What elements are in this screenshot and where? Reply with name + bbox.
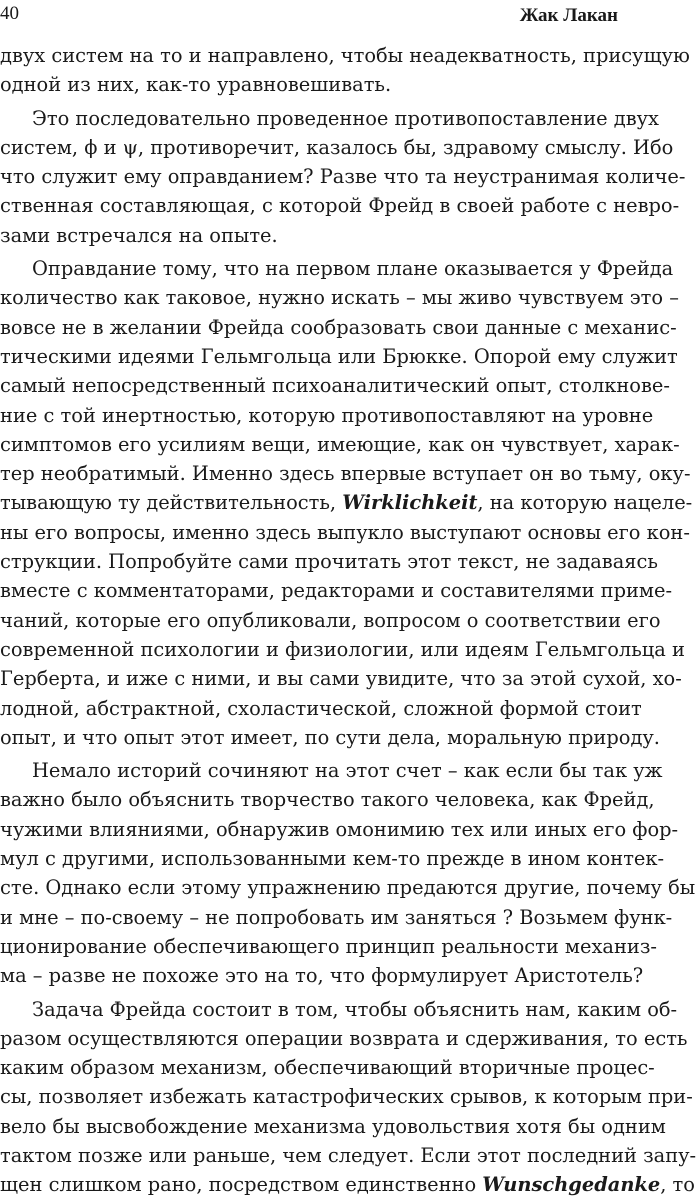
paragraph [0,995,696,1200]
page-number: 40 [0,3,19,24]
paragraph [0,756,696,990]
text-line: тер необратимый. Именно здесь впервые вступает он во тьму, оку- [0,462,691,486]
page-header [0,2,620,32]
text-line: ны его вопросы, именно здесь выпукло выступают основы его кон- [0,520,690,544]
paragraph [0,104,686,250]
text-line: важно было объяснить творчество такого человека, как Фрейд, [0,788,655,812]
text-line: ственная составляющая, с которой Фрейд в своей работе с невро- [0,194,680,218]
text-line: разом осуществляются операции возврата и сдерживания, то есть [0,1026,688,1050]
text-line: сте. Однако если этому упражнению предаются другие, почему бы [0,876,696,900]
text-line: Оправдание тому, что на первом плане оказывается у Фрейда [32,257,674,281]
text-line: опыт, и что опыт этот имеет, по сути дела, моральную природу. [0,725,660,749]
running-head-author: Жак Лакан [519,5,618,26]
text-line: сы, позволяет избежать катастрофических срывов, к которым при- [0,1085,693,1109]
text-line: каким образом механизм, обеспечивающий вторичные процес- [0,1056,655,1080]
text-line: самый непосредственный психоаналитический опыт, столкнове- [0,374,670,398]
text-line: вело бы высвобождение механизма удовольствия хотя бы одним [0,1114,666,1138]
text-line: что служит ему оправданием? Разве что та неустранимая количе- [0,165,686,189]
paragraph [0,254,693,752]
text-line: вместе с комментаторами, редакторами и составителями приме- [0,579,673,603]
text-line: современной психологии и физиологии, или идеям Гельмгольца и [0,637,685,661]
text-line: и мне – по-своему – не попробовать им заняться ? Возьмем функ- [0,905,673,929]
text-line: симптомов его усилиям вещи, имеющие, как он чувствует, харак- [0,432,680,456]
text-line: количество как таковое, нужно искать – мы живо чувствуем это – [0,286,679,310]
text-line: тактом позже или раньше, чем следует. Если этот последний запу- [0,1143,696,1167]
italic-term: Wirklichkeit [342,491,478,515]
text-line: щен слишком рано, посредством единственно Wunschgedanke, то [0,1173,695,1197]
text-line: лодной, абстрактной, схоластической, сложной формой стоит [0,696,642,720]
italic-term: Wunschgedanke [482,1173,661,1197]
text-line: мул с другими, использованными кем-то прежде в ином контек- [0,847,665,871]
text-line: ционирование обеспечивающего принцип реальности механиз- [0,934,657,958]
text-line: тывающую ту действительность, Wirklichkeit, на которую нацеле- [0,491,693,515]
text-line: ние с той инертностью, которую противопоставляют на уровне [0,403,654,427]
text-line: Немало историй сочиняют на этот счет – как если бы так уж [32,759,663,783]
text-line: Герберта, и иже с ними, и вы сами увидите, что за этой сухой, хо- [0,667,682,691]
paragraph [0,41,690,100]
text-line: Задача Фрейда состоит в том, чтобы объяснить нам, каким об- [32,997,678,1021]
text-line: тическими идеями Гельмгольца или Брюкке. Опорой ему служит [0,344,678,368]
text-line: чаний, которые его опубликовали, вопросом о соответствии его [0,608,661,632]
text-line: систем, ϕ и ψ, противоречит, казалось бы, здравому смыслу. Ибо [0,135,674,159]
text-line: Это последовательно проведенное противопоставление двух [32,106,659,130]
text-line: чужими влияниями, обнаружив омонимию тех или иных его фор- [0,817,679,841]
text-line: ма – разве не похоже это на то, что формулирует Аристотель? [0,964,644,988]
text-line: двух систем на то и направлено, чтобы неадекватность, присущую [0,44,690,67]
text-line: струкции. Попробуйте сами прочитать этот текст, не задаваясь [0,550,658,574]
text-line: вовсе не в желании Фрейда сообразовать свои данные с механис- [0,315,677,339]
text-line: зами встречался на опыте. [0,223,278,247]
body-text [0,41,696,1202]
text-line: одной из них, как-то уравновешивать. [0,73,392,97]
